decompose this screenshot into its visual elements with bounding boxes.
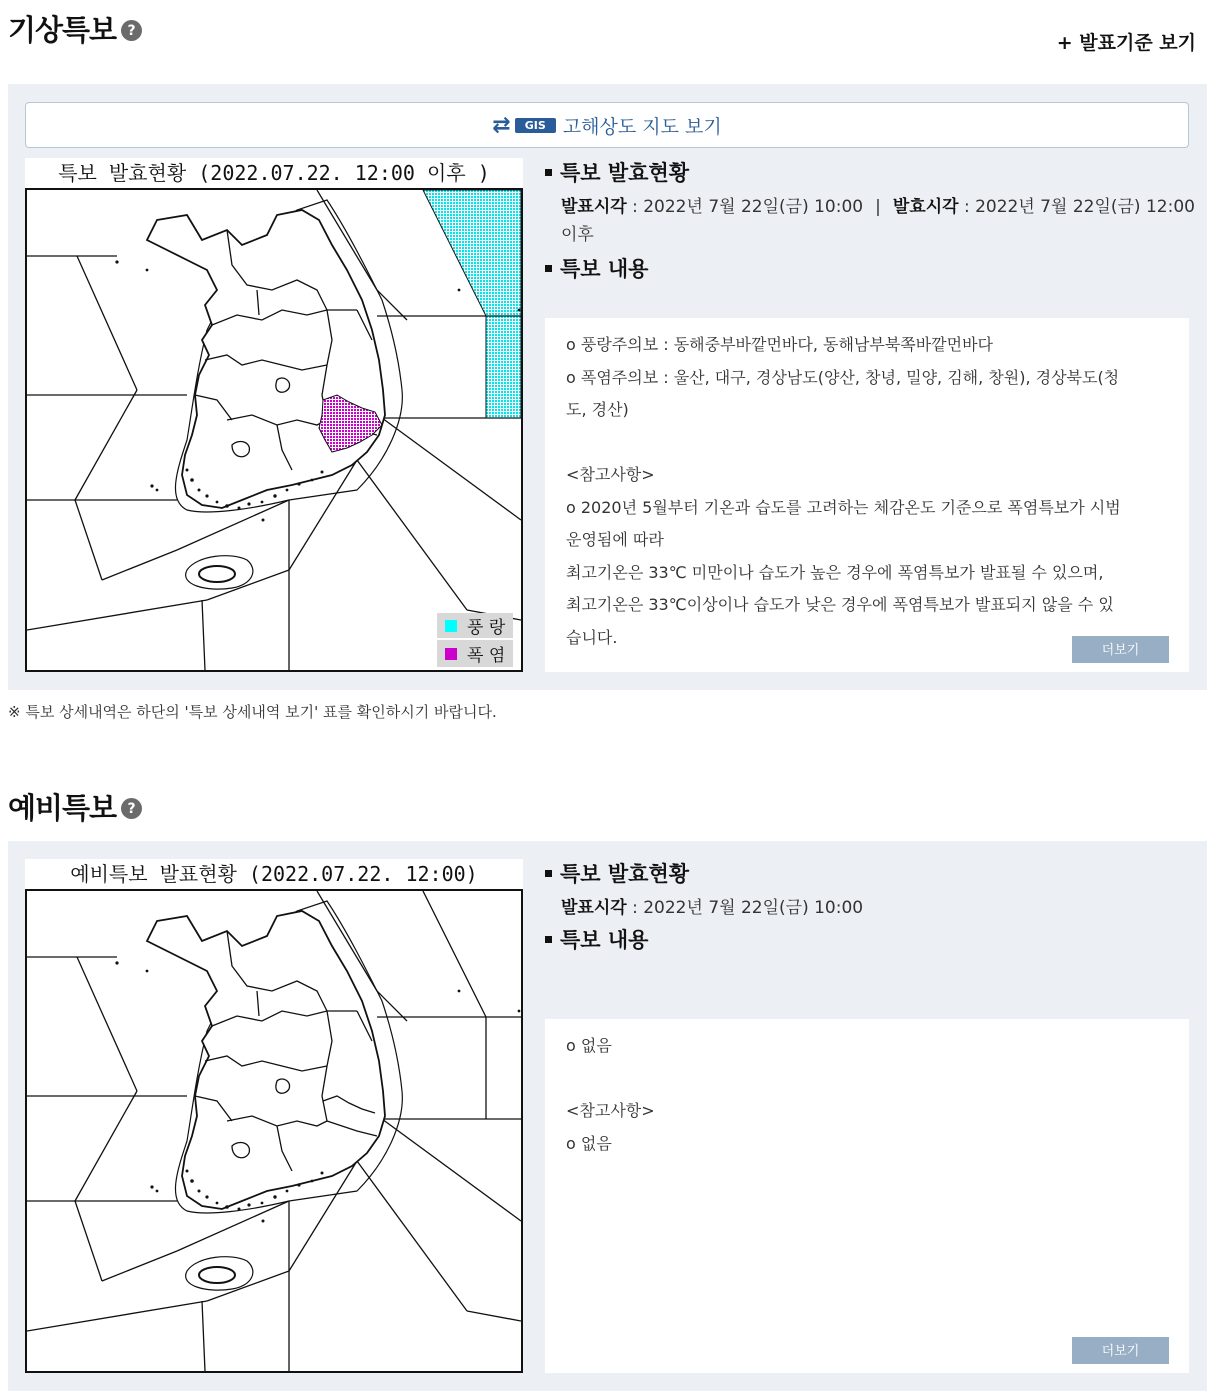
criteria-link[interactable]: + 발표기준 보기 — [1056, 32, 1196, 54]
warning-content-box — [545, 318, 1189, 672]
warning-info — [545, 158, 1195, 282]
preliminary-map — [25, 859, 523, 1373]
gis-map-button[interactable] — [25, 102, 1189, 148]
issue-label: 발표시각 — [561, 197, 627, 217]
legend-item-wind-wave — [437, 613, 513, 640]
status-heading-text: 특보 발효현황 — [560, 161, 690, 185]
issue-value: : 2022년 7월 22일(금) 10:00 — [626, 898, 864, 918]
preliminary-title-text: 예비특보 — [8, 791, 117, 825]
content-heading-text: 특보 내용 — [560, 257, 649, 281]
bullet-square-icon — [545, 169, 552, 176]
effective-value: : 2022년 7월 22일(금) 12:00 이후 — [561, 197, 1195, 245]
effective-label: 발효시각 — [892, 197, 959, 217]
issue-label: 발표시각 — [561, 898, 627, 918]
korea-warning-map — [27, 190, 521, 670]
preliminary-content-text: o 없음 <참고사항> o 없음 — [566, 1036, 655, 1153]
refresh-icon: ⇄ — [492, 112, 511, 138]
warning-section-title — [8, 8, 142, 49]
preliminary-panel — [8, 841, 1207, 1391]
warning-map-title: 특보 발효현황 (2022.07.22. 12:00 이후 ) — [58, 161, 490, 185]
mainland-outline — [147, 210, 385, 508]
gis-map-label: 고해상도 지도 보기 — [562, 115, 722, 138]
issue-times — [545, 193, 1195, 249]
mainland-outline — [147, 911, 385, 1209]
more-button[interactable]: 더보기 — [1072, 636, 1169, 663]
gis-badge: GIS — [515, 118, 556, 133]
bullet-square-icon — [545, 936, 552, 943]
wind-wave-zone-north — [423, 190, 521, 316]
warning-title-text: 기상특보 — [8, 13, 117, 47]
help-icon[interactable]: ? — [121, 798, 142, 819]
legend-label: 풍 랑 — [467, 618, 506, 638]
legend-label: 폭 염 — [467, 646, 506, 666]
korea-preliminary-map — [27, 891, 521, 1371]
legend-swatch-magenta — [445, 648, 457, 660]
legend-item-heat-wave — [437, 640, 513, 667]
separator: | — [875, 197, 881, 217]
warning-content-text: o 풍랑주의보 : 동해중부바깥먼바다, 동해남부북쪽바깥먼바다 o 폭염주의보 : 울산, 대구, 경상남도(양산, 창녕, 밀양, 김해, 창원), 경상북도(청도, 경산) <참고사항> o 2020년 5월부터 기온과 습도를 고려하는 체감온도 기준으로 폭염특보가 시범운영됨에 따라 최고기온은 33℃ 미만이나 습도가 높은 경우에 폭염특보가 발표될 수 있으며, 최고기온은 33℃이상이나 습도가 낮은 경우에 폭염특보가 발표되지 않을 수 있습니다. — [566, 335, 1121, 647]
warning-map-frame — [25, 188, 523, 672]
preliminary-map-title: 예비특보 발표현황 (2022.07.22. 12:00) — [70, 862, 478, 886]
preliminary-content-box — [545, 1019, 1189, 1373]
content-heading-text: 특보 내용 — [560, 928, 649, 952]
content-heading — [545, 254, 1195, 282]
issue-times — [545, 894, 1195, 922]
more-button[interactable]: 더보기 — [1072, 1337, 1169, 1364]
preliminary-map-frame — [25, 889, 523, 1373]
detail-note: ※ 특보 상세내역은 하단의 '특보 상세내역 보기' 표를 확인하시기 바랍니다. — [8, 703, 497, 721]
legend-swatch-cyan — [445, 620, 457, 632]
bullet-square-icon — [545, 870, 552, 877]
content-heading — [545, 925, 1195, 953]
map-legend — [437, 613, 513, 667]
wind-wave-zone-south — [486, 316, 521, 418]
issue-value: : 2022년 7월 22일(금) 10:00 — [626, 197, 864, 217]
bullet-square-icon — [545, 265, 552, 272]
status-heading-text: 특보 발효현황 — [560, 862, 690, 886]
warning-map — [25, 158, 523, 672]
warning-panel — [8, 84, 1207, 690]
status-heading — [545, 859, 1195, 887]
preliminary-info — [545, 859, 1195, 953]
preliminary-section-title — [8, 786, 142, 827]
help-icon[interactable]: ? — [121, 20, 142, 41]
status-heading — [545, 158, 1195, 186]
